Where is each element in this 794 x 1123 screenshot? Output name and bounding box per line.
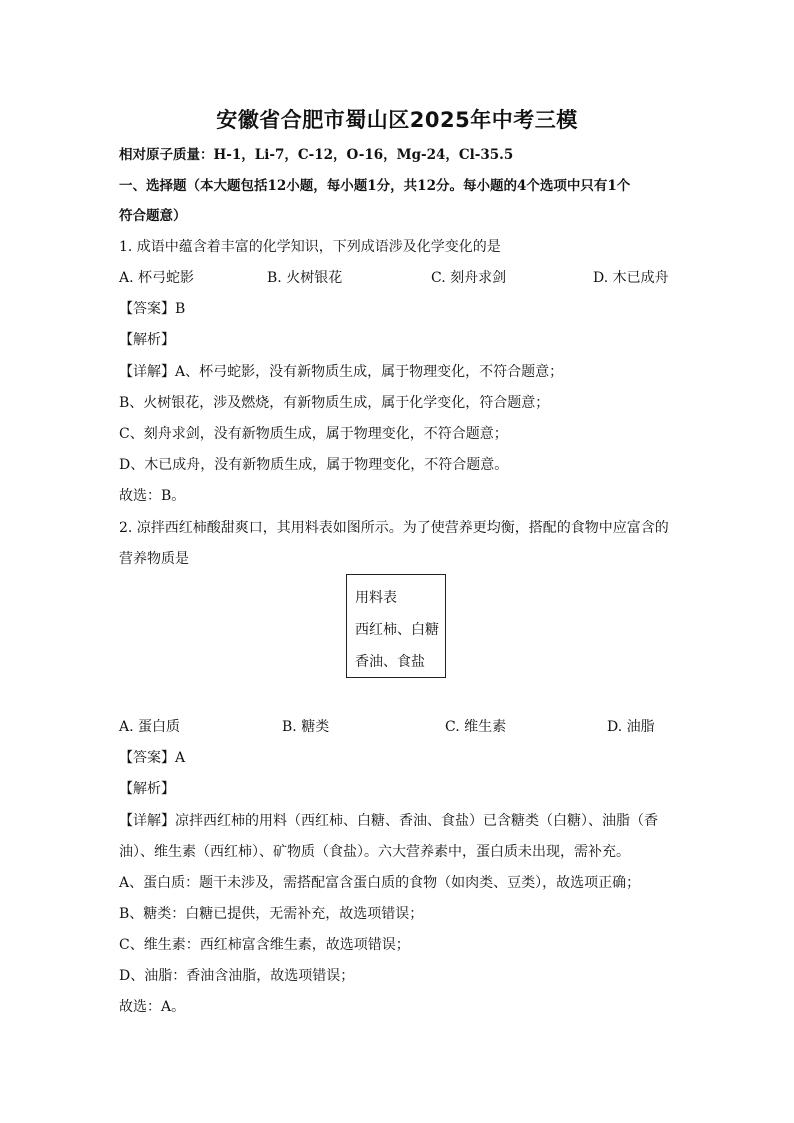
q2-option-a: A. 蛋白质 — [119, 719, 181, 735]
ingredient-row-2: 香油、食盐 — [355, 654, 425, 670]
ingredient-table — [346, 574, 446, 678]
q1-conclusion: 故选：B。 — [119, 488, 186, 504]
q1-detail-3: C、刻舟求剑，没有新物质生成，属于物理变化，不符合题意； — [119, 426, 508, 442]
q1-stem: 1. 成语中蕴含着丰富的化学知识，下列成语涉及化学变化的是 — [119, 239, 501, 255]
q2-detail-3: A、蛋白质：题干未涉及，需搭配富含蛋白质的食物（如肉类、豆类），故选项正确； — [119, 875, 641, 891]
q2-detail-5: C、维生素：西红柿富含维生素，故选项错误； — [119, 937, 410, 953]
q2-stem-line1: 2. 凉拌西红柿酸甜爽口，其用料表如图所示。为了使营养更均衡，搭配的食物中应富含的 — [119, 520, 669, 536]
q1-option-a: A. 杯弓蛇影 — [119, 270, 195, 286]
ingredient-row-1: 西红柿、白糖 — [355, 622, 439, 638]
q1-option-d: D. 木已成舟 — [593, 270, 669, 286]
section-heading-line2: 符合题意） — [119, 208, 187, 224]
section-heading-line1: 一、选择题（本大题包括12小题，每小题1分，共12分。每小题的4个选项中只有1个 — [119, 178, 631, 194]
q2-detail-6: D、油脂：香油含油脂，故选项错误； — [119, 968, 355, 984]
q2-stem-line2: 营养物质是 — [119, 551, 189, 567]
q1-option-c: C. 刻舟求剑 — [431, 270, 507, 286]
q2-detail-4: B、糖类：白糖已提供，无需补充，故选项错误； — [119, 906, 424, 922]
q2-detail-1: 【详解】凉拌西红柿的用料（西红柿、白糖、香油、食盐）已含糖类（白糖）、油脂（香 — [119, 813, 658, 829]
q2-conclusion: 故选：A。 — [119, 999, 186, 1015]
q1-option-b: B. 火树银花 — [267, 270, 343, 286]
q2-analysis-label: 【解析】 — [119, 781, 175, 797]
q1-analysis-label: 【解析】 — [119, 332, 175, 348]
q2-option-d: D. 油脂 — [607, 719, 655, 735]
page-title: 安徽省合肥市蜀山区2025年中考三模 — [216, 108, 578, 132]
q2-option-c: C. 维生素 — [445, 719, 507, 735]
q1-detail-4: D、木已成舟，没有新物质生成，属于物理变化，不符合题意。 — [119, 457, 509, 473]
q1-answer: 【答案】B — [119, 301, 186, 317]
atomic-mass-note: 相对原子质量：H-1，Li-7，C-12，O-16，Mg-24，Cl-35.5 — [119, 147, 514, 163]
q2-detail-2: 油）、维生素（西红柿）、矿物质（食盐）。六大营养素中，蛋白质未出现，需补充。 — [119, 844, 630, 860]
q1-detail-2: B、火树银花，涉及燃烧，有新物质生成，属于化学变化，符合题意； — [119, 395, 550, 411]
q1-detail-1: 【详解】A、杯弓蛇影，没有新物质生成，属于物理变化，不符合题意； — [119, 364, 564, 380]
q2-answer: 【答案】A — [119, 750, 186, 766]
ingredient-table-title: 用料表 — [355, 590, 397, 606]
q2-option-b: B. 糖类 — [282, 719, 330, 735]
